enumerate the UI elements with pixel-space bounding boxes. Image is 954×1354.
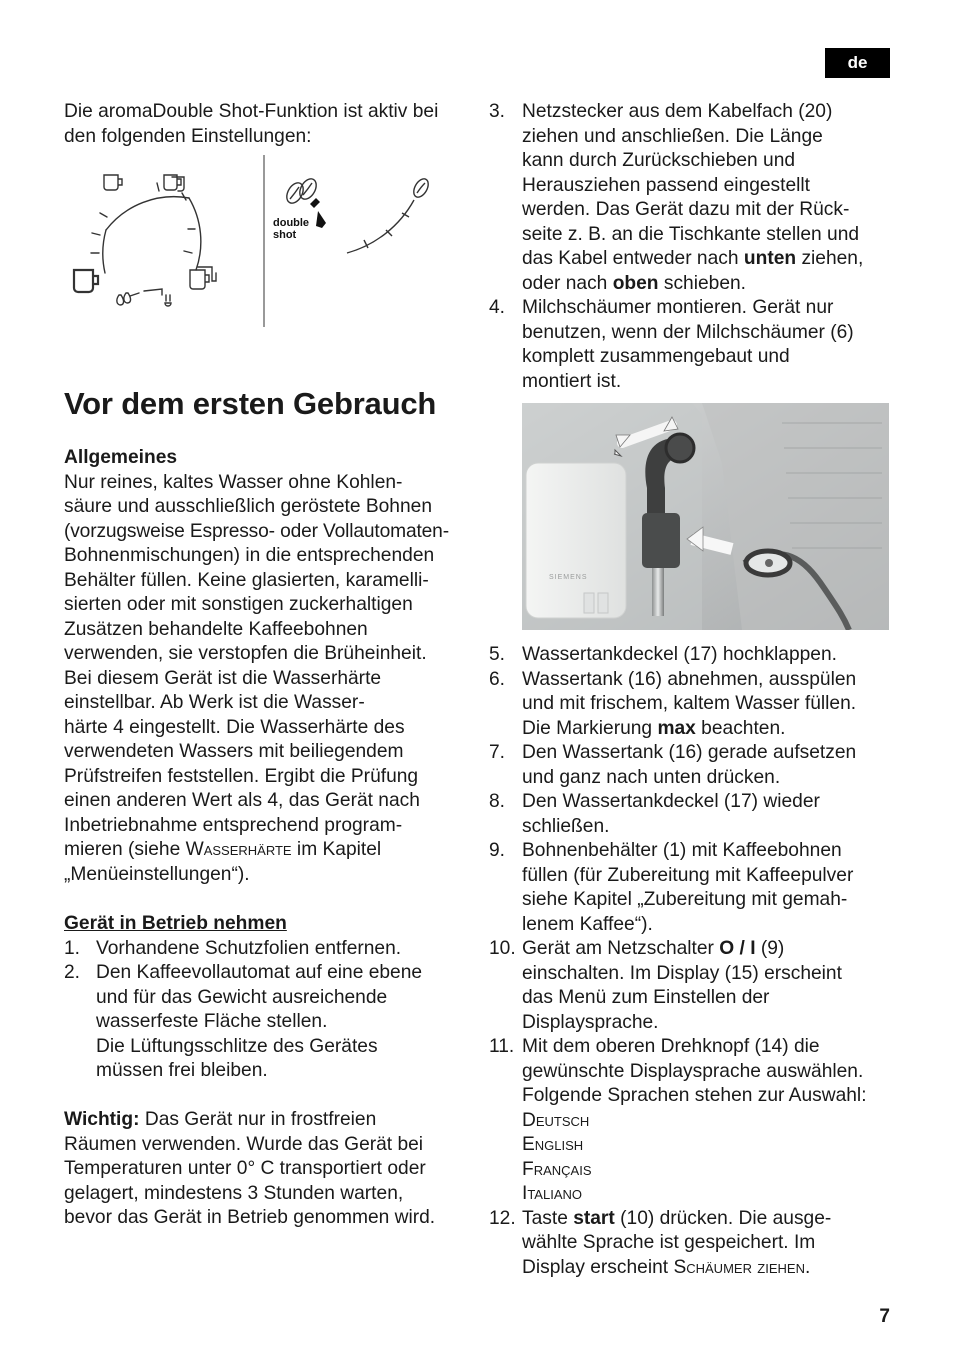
list-item: 7. Den Wassertank (16) gerade aufsetzen und ganz nach unten drücken. (489, 742, 857, 788)
general-line: Bei diesem Gerät ist die Wasserhärte (64, 667, 382, 689)
general-line: Zusätzen behandelte Kaffeebohnen (64, 618, 368, 640)
general-line: Behälter füllen. Keine glasierten, karamelli- (64, 569, 429, 591)
language-option: Italiano (522, 1183, 582, 1204)
section-heading: Vor dem ersten Gebrauch (64, 386, 437, 421)
language-option: English (522, 1134, 584, 1155)
intro-text: Die aromaDouble Shot-Funktion ist aktiv bei den folgenden Einstellungen: (64, 101, 439, 147)
language-option: Français (522, 1158, 592, 1180)
startup-section (64, 912, 474, 1084)
steam-icon (165, 295, 171, 306)
list-item: 12. Taste start (10) drücken. Die ausge- wählte Sprache ist gespeichert. Im Display erscheint Schäumer ziehen. (489, 1207, 832, 1278)
list-item: 10. Gerät am Netzschalter O / I (9) einschalten. Im Display (15) erscheint das Menü zum Einstellen der Displaysprache. (489, 938, 842, 1033)
right-column (489, 100, 894, 394)
cup-large-icon (74, 270, 98, 292)
photo-brand-label: SIEMENS (549, 574, 588, 581)
general-line: säure und ausschließlich geröstete Bohnen (64, 496, 432, 517)
double-shot-label-2: shot (273, 229, 297, 241)
double-shot-pointer (310, 198, 326, 228)
right-column-continued (489, 643, 894, 1280)
list-item: 2. Den Kaffeevollautomat auf eine ebene und für das Gewicht ausreichende wasserfeste Fläche stellen. Die Lüftungsschlitze des Gerätes müssen frei bleiben. (64, 962, 423, 1081)
list-item: 6. Wassertank (16) abnehmen, ausspülen und mit frischem, kaltem Wasser füllen. Die Markierung max beachten. (489, 668, 857, 739)
general-line: mieren (siehe Wasserhärte im Kapitel (64, 839, 382, 860)
list-item: 5. Wassertankdeckel (17) hochklappen. (489, 644, 837, 665)
aroma-dial-illustration (64, 155, 484, 327)
dial-arc-left (106, 197, 189, 230)
language-tab: de (825, 48, 890, 78)
general-line: „Menüeinstellungen“). (64, 863, 250, 885)
list-item: 1. Vorhandene Schutzfolien entfernen. (64, 937, 402, 959)
general-line: Nur reines, kaltes Wasser ohne Kohlen- (64, 471, 403, 493)
left-column (64, 100, 474, 149)
cup-small-icon (104, 175, 122, 190)
general-line: Bohnenmischungen) in die entsprechenden (64, 545, 435, 566)
double-shot-label-1: double (273, 217, 310, 229)
startup-title: Gerät in Betrieb nehmen (64, 913, 287, 934)
general-line: einstellbar. Ab Werk ist die Wasser- (64, 692, 365, 713)
general-line: Inbetriebnahme entsprechend program- (64, 814, 403, 836)
general-title: Allgemeines (64, 447, 178, 468)
page-number: 7 (879, 1306, 890, 1327)
general-line: Prüfstreifen feststellen. Ergibt die Prüfung (64, 765, 419, 787)
general-line: (vorzugsweise Espresso- oder Vollautomaten- (64, 520, 449, 542)
general-line: härte 4 eingestellt. Die Wasserhärte des (64, 716, 405, 738)
display-message: Schäumer ziehen (673, 1256, 805, 1278)
list-item: 8. Den Wassertankdeckel (17) wieder schließen. (489, 791, 820, 837)
general-line: einen anderen Wert als 4, das Gerät nach (64, 790, 420, 811)
list-item: 11. Mit dem oberen Drehknopf (14) die gewünschte Displaysprache auswählen. Folgende Sprachen stehen zur Auswahl: Deutsch English Français Italiano (489, 1035, 894, 1207)
language-option: Deutsch (522, 1109, 590, 1131)
list-item: 4. Milchschäumer montieren. Gerät nur benutzen, wenn der Milchschäumer (6) komplett zusammengebaut und montiert ist. (489, 297, 854, 392)
important-label: Wichtig: (64, 1109, 140, 1130)
general-section (64, 446, 474, 887)
list-item: 3. Netzstecker aus dem Kabelfach (20) ziehen und anschließen. Die Länge kann durch Zurückschieben und Herausziehen passend eingestellt werden. Das Gerät dazu mit der Rück- seite z. B. an die Tischkante stellen und das Kabel entweder nach unten ziehen, oder nach oben schieben. (489, 101, 864, 294)
general-line: verwenden, sie verstopfen die Brüheinheit. (64, 643, 427, 664)
water-drops-icon (117, 293, 131, 305)
important-note: Wichtig: Das Gerät nur in frostfreien Räumen verwenden. Wurde das Gerät bei Temperaturen unter 0° C transportiert oder gelagert, mindestens 3 Stunden warten, bevor das Gerät in Betrieb genommen wird. (64, 1109, 436, 1228)
menu-ref-water-hardness: Wasserhärte (185, 839, 292, 860)
milk-frother-photo (522, 403, 889, 630)
general-line: sierten oder mit sonstigen zuckerhaltigen (64, 594, 413, 615)
list-item: 9. Bohnenbehälter (1) mit Kaffeebohnen füllen (für Zubereitung mit Kaffeepulver siehe Kapitel „Zubereitung mit gemah- lenem Kaffee“). (489, 840, 854, 935)
general-line: verwendeten Wassers mit beiliegendem (64, 741, 404, 762)
